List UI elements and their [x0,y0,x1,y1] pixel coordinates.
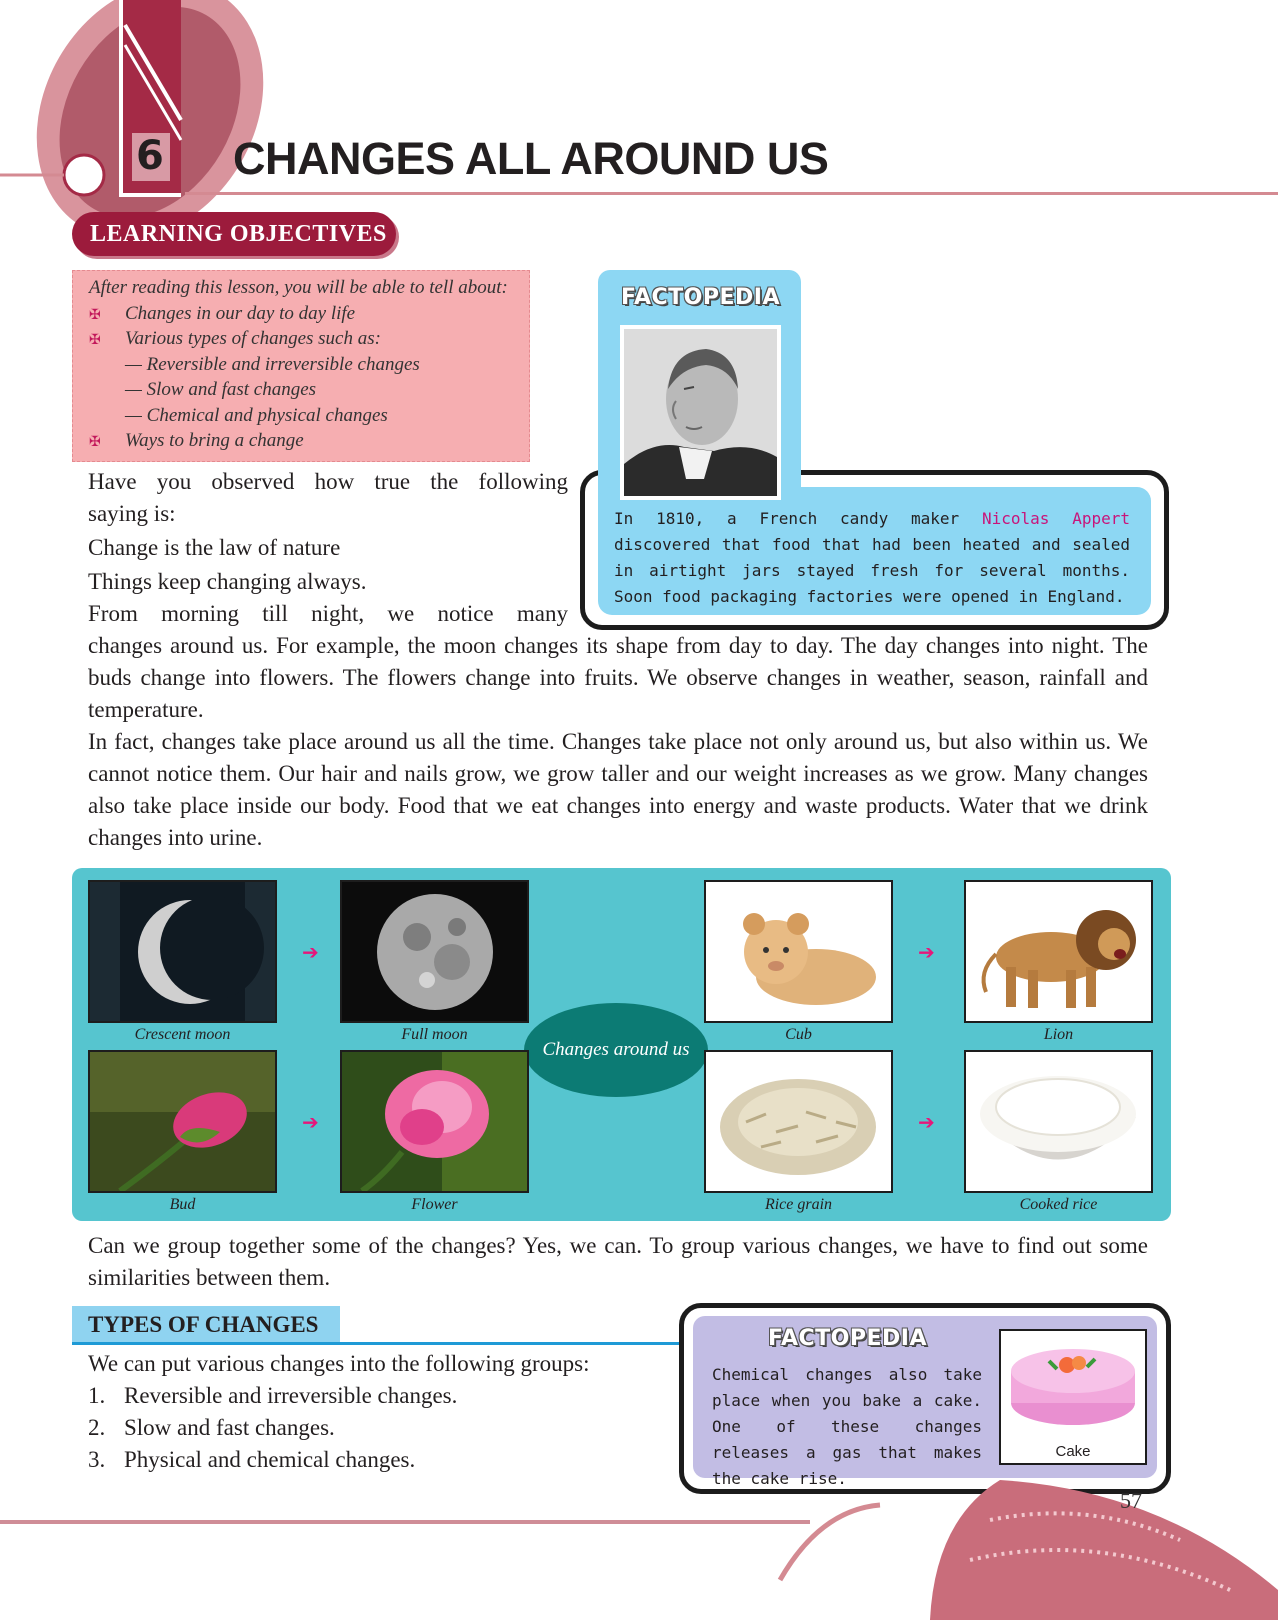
paragraph: changes around us. For example, the moon changes its shape from day to day. The day changes into night. The buds change into flowers. The flowers change into fruits. We observe changes in weather, season, rainfall and temperature. [88,633,1148,722]
types-intro: We can put various changes into the following groups: [88,1351,590,1376]
footer-rule [0,1520,810,1524]
arrow-right-icon: ➔ [918,940,935,964]
bullet-icon: ✠ [89,435,101,450]
factopedia-label: FACTOPEDIA [621,285,781,310]
factopedia-text-start: In 1810, a French candy maker [614,509,982,528]
cake-image-box [999,1329,1147,1465]
objective-subitem: — Reversible and irreversible changes [125,353,420,375]
learning-objectives-heading: LEARNING OBJECTIVES [72,212,396,256]
list-text: Physical and chemical changes. [124,1447,416,1472]
types-heading: TYPES OF CHANGES [72,1306,340,1344]
cub-image [704,880,893,1023]
list-item [88,1444,457,1476]
crescent-moon-image [88,880,277,1023]
rice-grain-image [704,1050,893,1193]
types-list [88,1380,457,1476]
objective-item: Various types of changes such as: [125,328,381,349]
caption: Lion [1043,1026,1074,1043]
caption: Crescent moon [134,1026,231,1043]
objective-subitem: — Chemical and physical changes [125,404,388,426]
chapter-title: CHANGES ALL AROUND US [233,133,829,184]
center-label-oval: Changes around us [524,1003,708,1097]
arrow-right-icon: ➔ [302,1110,319,1134]
intro-line: Things keep changing always. [88,569,367,594]
lion-image [964,880,1153,1023]
chapter-number: 6 [136,133,164,179]
intro-line: Change is the law of nature [88,535,341,560]
highlighted-name: Nicolas Appert [981,509,1131,528]
header-rule [185,192,1278,195]
intro-line: From morning till night, we notice many [88,601,568,626]
paragraph: Can we group together some of the changes? Yes, we can. To group various changes, we have to find out some similarities between them. [88,1233,1148,1290]
intro-line: saying is: [88,501,176,526]
list-item [88,1380,457,1412]
arrow-right-icon: ➔ [302,940,319,964]
caption: Cub [785,1026,812,1043]
list-number: 3. [88,1447,106,1472]
cake-image [1001,1331,1145,1439]
bullet-icon: ✠ [89,333,101,348]
intro-line: Have you observed how true the following [88,469,568,494]
list-number: 2. [88,1415,106,1440]
flower-image [340,1050,529,1193]
learning-objectives-box [72,270,530,462]
portrait-image [620,325,781,500]
bullet-icon: ✠ [89,307,101,323]
full-moon-image [340,880,529,1023]
chapter-decoration [0,0,280,240]
caption: Rice grain [764,1196,833,1213]
objective-subitem: — Slow and fast changes [125,379,317,400]
caption: Full moon [401,1026,468,1043]
caption: Flower [411,1196,458,1213]
factopedia-text-end: discovered that food that had been heated and sealed in airtight jars stayed fresh for several months. Soon food packaging factories were opened in England. [614,535,1130,606]
page-number: 57 [1120,1488,1142,1513]
footer-decoration [760,1480,1278,1620]
caption: Bud [169,1196,196,1213]
cooked-rice-image [964,1050,1153,1193]
objective-item: Changes in our day to day life [125,302,356,324]
factopedia-text: Chemical changes also take place when you bake a cake. One of these changes releases a gas that makes the cake rise. [712,1365,982,1488]
factopedia-text [614,506,1130,610]
paragraph: In fact, changes take place around us all the time. Changes take place not only around us, but also within us. We cannot notice them. Our hair and nails grow, we grow taller and our weight increases as we grow. Many changes also take place inside our body. Food that we eat changes into energy and waste products. Water that we drink changes into urine. [88,729,1148,850]
list-item [88,1412,457,1444]
cake-caption: Cake [1055,1443,1091,1460]
factopedia-label: FACTOPEDIA [768,1326,928,1351]
arrow-right-icon: ➔ [918,1110,935,1134]
caption: Cooked rice [1019,1196,1098,1213]
objective-item: Ways to bring a change [125,430,304,451]
list-text: Reversible and irreversible changes. [124,1383,458,1408]
objectives-intro: After reading this lesson, you will be able to tell about: [89,277,508,298]
types-rule [72,1342,687,1345]
list-text: Slow and fast changes. [124,1415,335,1440]
bud-image [88,1050,277,1193]
list-number: 1. [88,1383,106,1408]
